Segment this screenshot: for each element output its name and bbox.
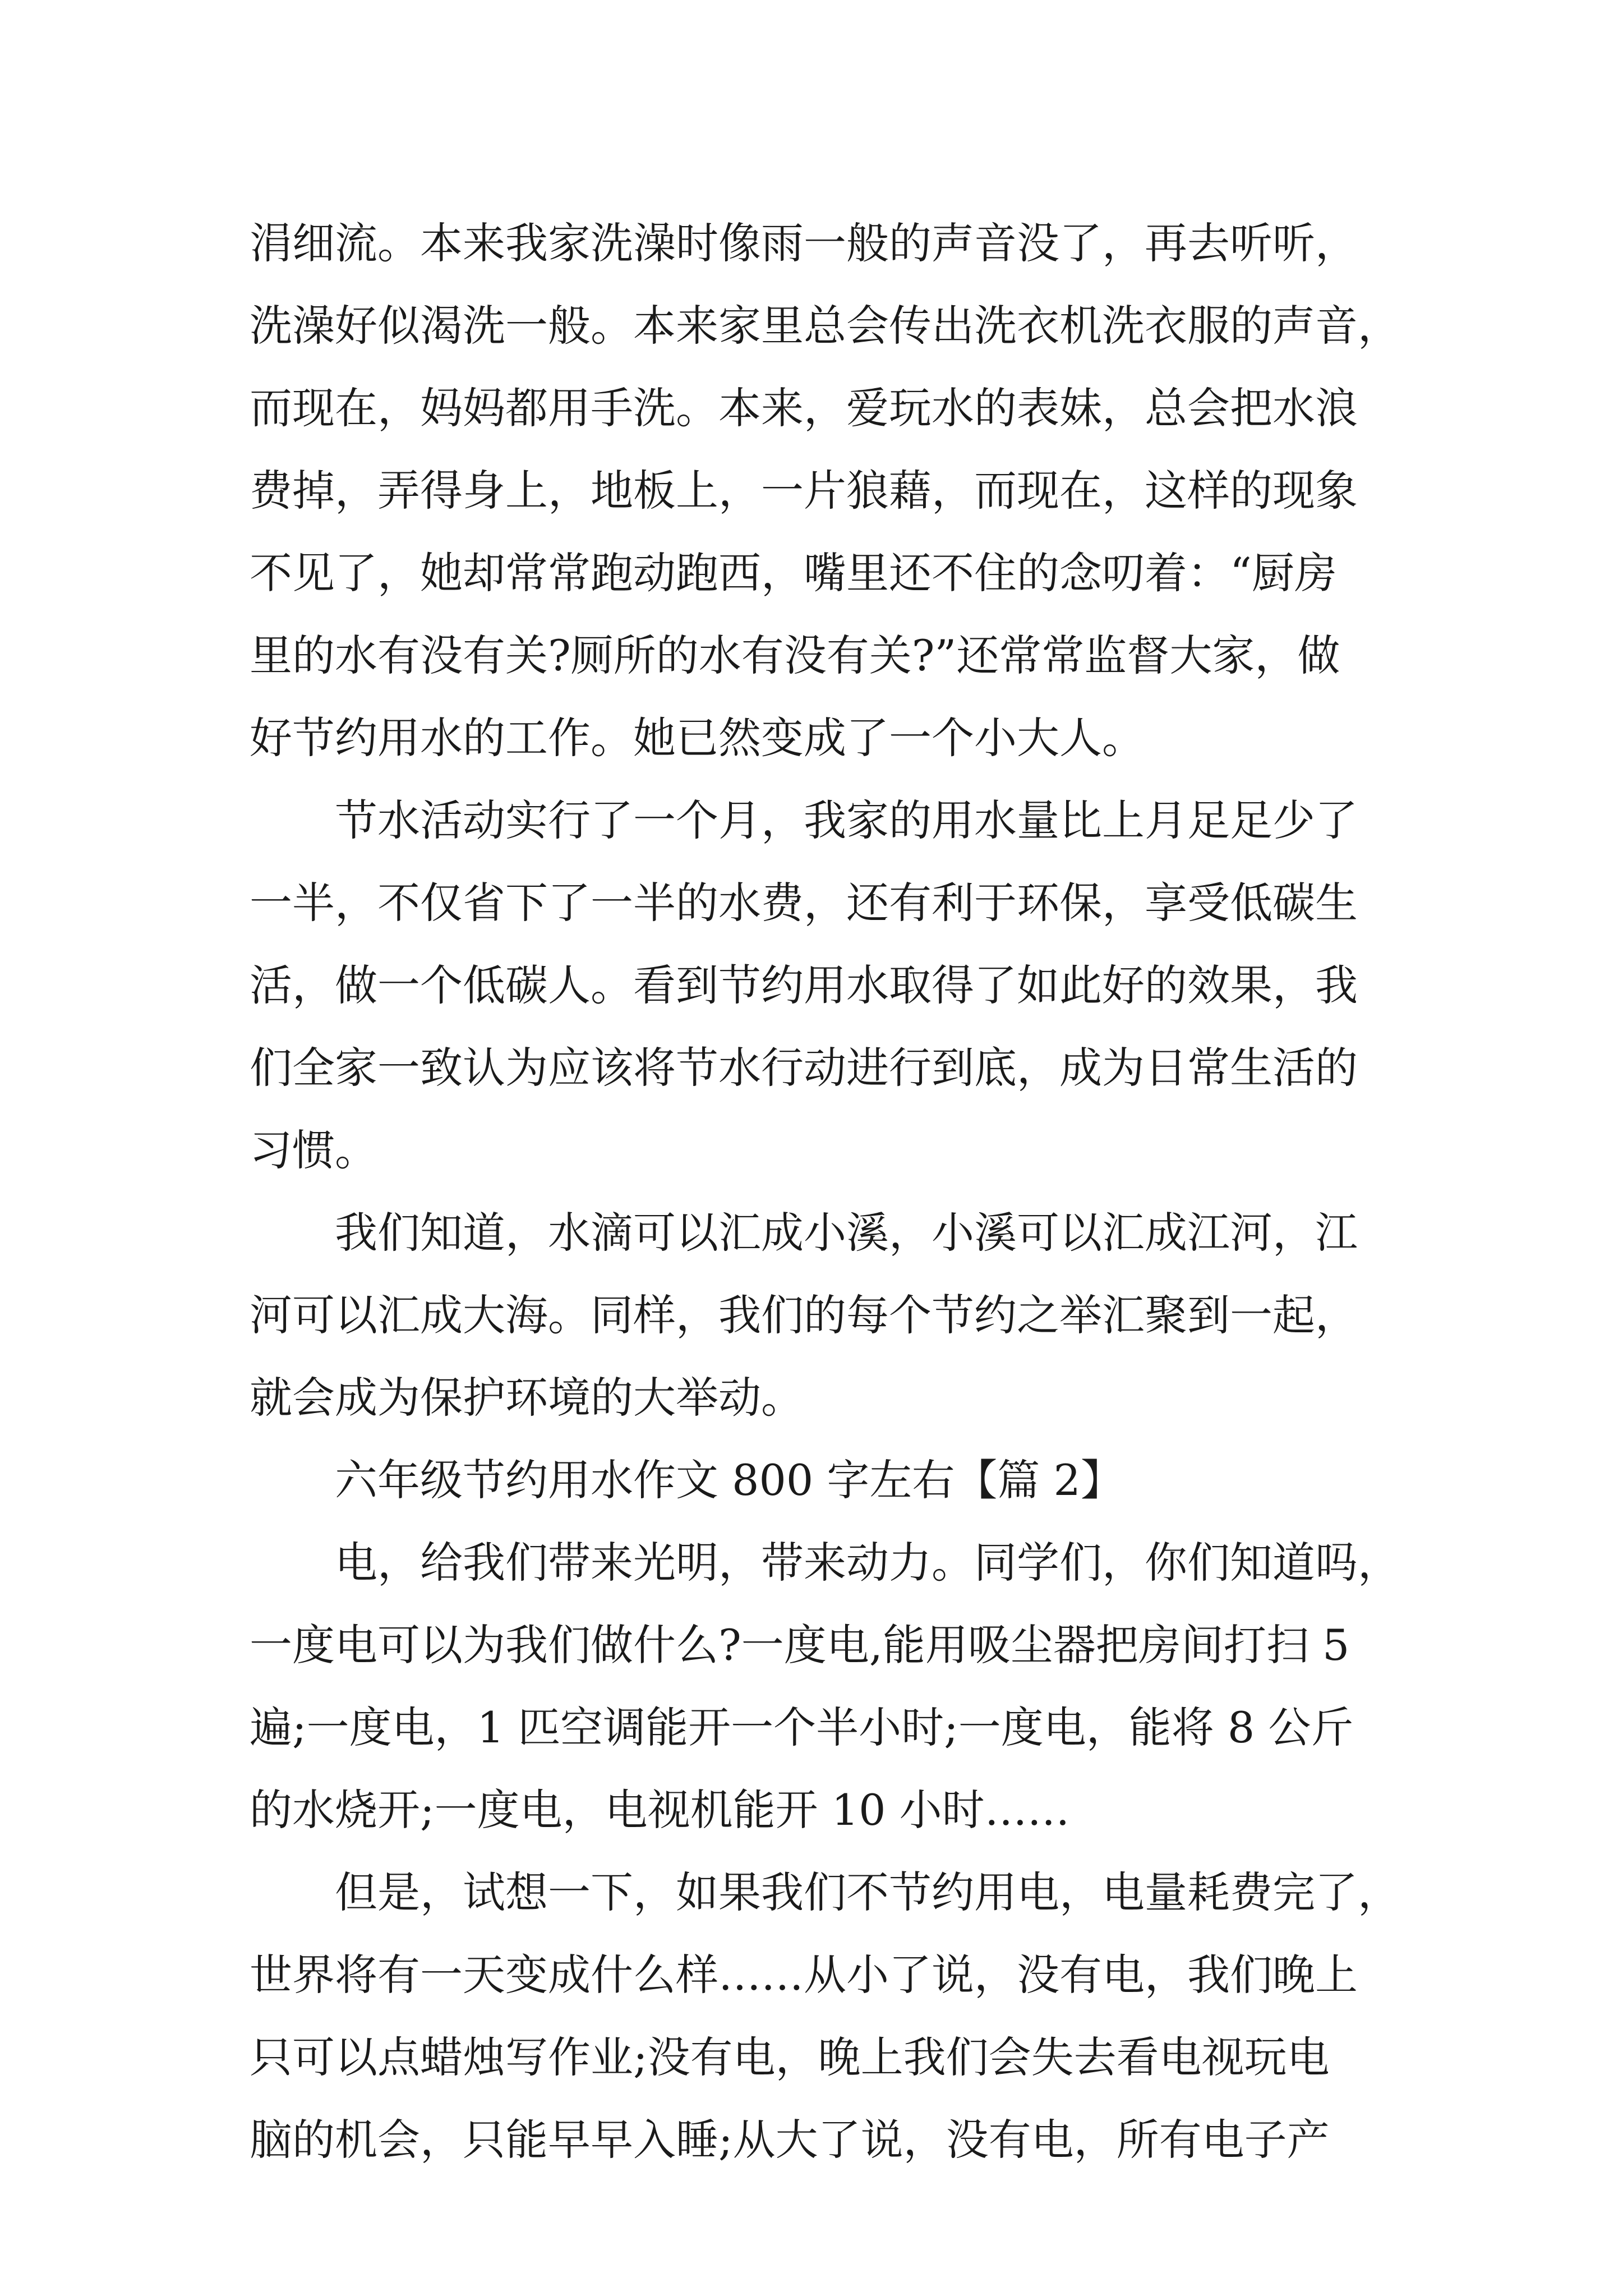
text-line: 习惯。 (250, 1125, 377, 1175)
text-line: 而现在，妈妈都用手洗。本来，爱玩水的表妹，总会把水浪 (250, 383, 1358, 433)
text-line: 脑的机会，只能早早入睡;从大了说，没有电，所有电子产 (250, 2115, 1330, 2165)
document-body (250, 202, 1444, 2181)
text-line: 活，做一个低碳人。看到节约用水取得了如此好的效果，我 (250, 960, 1358, 1010)
text-line: 的水烧开;一度电，电视机能开 10 小时…… (250, 1785, 1070, 1835)
text-line: 好节约用水的工作。她已然变成了一个小大人。 (250, 713, 1145, 763)
text-line: 世界将有一天变成什么样……从小了说，没有电，我们晚上 (250, 1950, 1358, 2000)
paragraph-first-line: 我们知道，水滴可以汇成小溪，小溪可以汇成江河，江 (335, 1208, 1358, 1258)
paragraph-first-line: 节水活动实行了一个月，我家的用水量比上月足足少了 (335, 795, 1358, 845)
text-line: 里的水有没有关?厕所的水有没有关?”还常常监督大家，做 (250, 631, 1340, 680)
text-line: 遍;一度电，1 匹空调能开一个半小时;一度电，能将 8 公斤 (250, 1703, 1354, 1752)
text-line: 只可以点蜡烛写作业;没有电，晚上我们会失去看电视玩电 (250, 2032, 1330, 2082)
section-heading: 六年级节约用水作文 800 字左右【篇 2】 (335, 1455, 1123, 1505)
paragraph-first-line: 但是，试想一下，如果我们不节约用电，电量耗费完了， (335, 1867, 1400, 1917)
text-line: 一度电可以为我们做什么?一度电,能用吸尘器把房间打扫 5 (250, 1620, 1350, 1670)
text-line: 洗澡好似渴洗一般。本来家里总会传出洗衣机洗衣服的声音， (250, 301, 1400, 351)
text-line: 不见了，她却常常跑动跑西，嘴里还不住的念叨着：“厨房 (250, 548, 1337, 598)
text-line: 一半，不仅省下了一半的水费，还有利于环保，享受低碳生 (250, 878, 1358, 928)
paragraph-first-line: 电，给我们带来光明，带来动力。同学们，你们知道吗， (335, 1538, 1400, 1588)
text-line: 涓细流。本来我家洗澡时像雨一般的声音没了，再去听听， (250, 218, 1358, 268)
text-line: 费掉，弄得身上，地板上，一片狼藉，而现在，这样的现象 (250, 466, 1358, 516)
text-line: 们全家一致认为应该将节水行动进行到底，成为日常生活的 (250, 1043, 1358, 1093)
text-line: 河可以汇成大海。同样，我们的每个节约之举汇聚到一起， (250, 1290, 1358, 1340)
text-line: 就会成为保护环境的大举动。 (250, 1373, 804, 1423)
